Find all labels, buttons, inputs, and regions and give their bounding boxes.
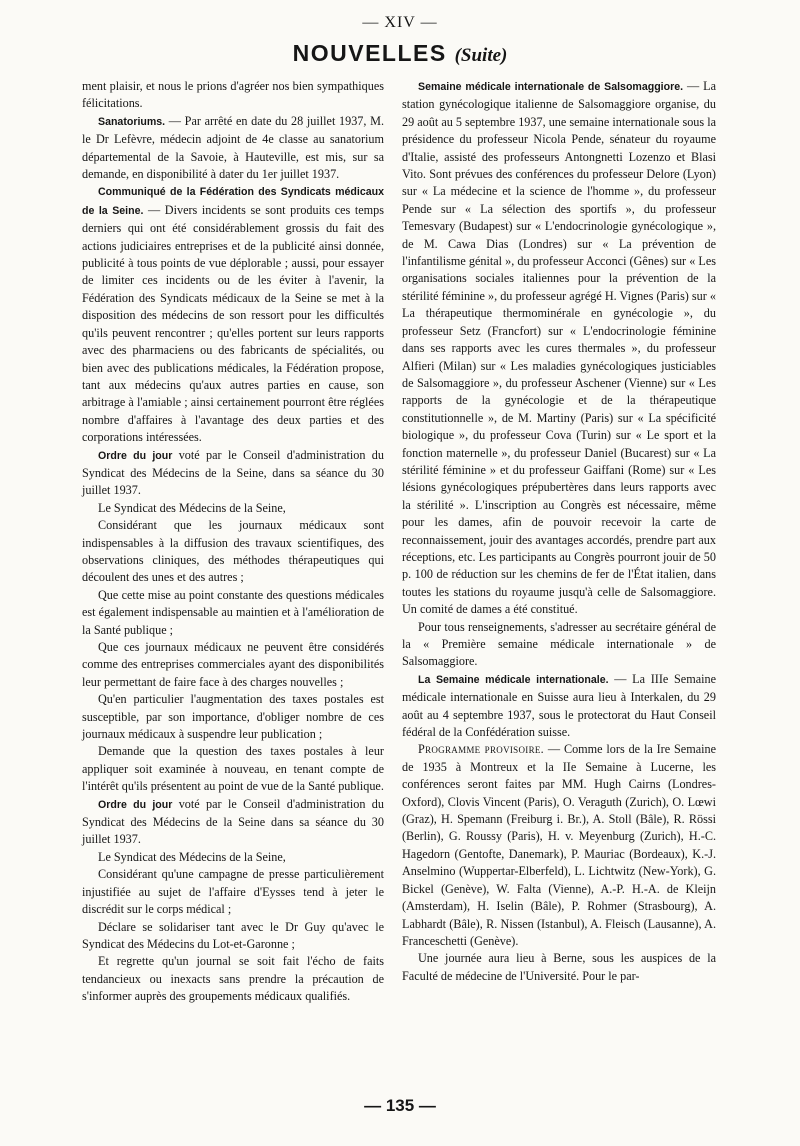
paragraph-body: voté par le Conseil d'administration du Syndicat des Médecins de la Seine, dans sa séance du 30 juillet 1937. — [82, 447, 384, 498]
paragraph-body: voté par le Conseil d'administration du Syndicat des Médecins de la Seine dans sa séance du 30 juillet 1937. — [82, 796, 384, 847]
left-column — [82, 78, 384, 1006]
paragraph-body: — Comme lors de la Ire Semaine de 1935 à Montreux et la IIe Semaine à Lucerne, les conférences seront faites par MM. Hugh Cairns (Londres-Oxford), Clovis Vincent (Paris), O. Veraguth (Zurich), O. Lœwi (Graz), H. Spemann (Freiburg i. Br.), A. Stoll (Bâle), R. Rössi (Berlin), G. Roussy (Paris), H. v. Meyenburg (Zurich), H.-C. Hagedorn (Gentofte, Danemark), P. Mauriac (Bordeaux), K.-J. Anselmino (Wuppertar-Elberfeld), L. Lichtwitz (New-York), G. Bickel (Genève), W. Falta (Vienne), A.-P. H.-A. de Kleijn (Amsterdam), H. Iselin (Bâle), P. Rohmer (Strasbourg), A. Labhardt (Bâle), R. Nissen (Istanbul), A. Fleisch (Lausanne), A. Franceschetti (Genève). — [402, 742, 716, 948]
paragraph — [82, 447, 384, 500]
paragraph: Et regrette qu'un journal se soit fait l'écho de faits tendancieux ou inexacts sans prendre la précaution de s'informer auprès des groupements médicaux qualifiés. — [82, 954, 384, 1004]
paragraph-heading: Sanatoriums. — [98, 115, 166, 128]
paragraph: Demande que la question des taxes postales à leur appliquer soit examinée à nouveau, en tenant compte de l'intérêt qu'ils présentent au point de vue de la Santé publique. — [82, 744, 384, 794]
paragraph — [402, 78, 716, 619]
paragraph: ment plaisir, et nous le prions d'agréer nos bien sympathiques félicitations. — [82, 79, 384, 111]
paragraph-heading: Semaine médicale internationale de Salsomaggiore. — [418, 81, 684, 93]
paragraph: Déclare se solidariser tant avec le Dr Guy qu'avec le Syndicat des Médecins du Lot-et-Garonne ; — [82, 919, 384, 951]
paragraph-body: — Par arrêté en date du 28 juillet 1937, M. le Dr Lefèvre, médecin adjoint de 4e classe au sanatorium départemental de la Savoie, à Hauteville, est mis, sur sa demande, en disponibilité à dater du 1er juillet 1937. — [82, 113, 384, 182]
paragraph-heading: Programme provisoire. — [418, 742, 545, 757]
paragraph — [82, 796, 384, 849]
paragraph: Que ces journaux médicaux ne peuvent être considérés comme des entreprises commerciales ayant des disponibilités leur permettant de faire face à des charges nouvelles ; — [82, 640, 384, 689]
paragraph — [402, 741, 716, 950]
paragraph: Le Syndicat des Médecins de la Seine, — [98, 500, 286, 515]
paragraph-body: — Divers incidents se sont produits ces temps derniers qui ont été considérablement grossis du fait des actions judiciaires entreprises et de la publicité ainsi donnée, publicité à tous points de vue déplorable ; aussi, pour essayer de limiter ces incidents ou de les éviter à l'avenir, la Fédération des Syndicats médicaux de la Seine se met à la disposition des médecins de son ressort pour les difficultés qu'ils peuvent rencontrer ; qu'elles portent sur leurs rapports avec des pharmaciens ou des fabricants de spécialités, ou bien avec des publications médicales, la Fédération propose, tant aux médecins qu'aux autres parties en cause, son arbitrage à l'amiable ; ainsi certainement pourront être réglées nombre d'affaires à l'avantage des deux parties et des corporations intéressées. — [82, 202, 384, 445]
section-title-suite: (Suite) — [454, 45, 508, 66]
paragraph — [82, 113, 384, 184]
paragraph — [402, 671, 716, 742]
paragraph-body: — La IIIe Semaine médicale internationale en Suisse aura lieu à Interkalen, du 29 août au 4 septembre 1937, sous le protectorat du Haut Conseil fédéral de la Confédération suisse. — [402, 671, 716, 740]
right-column — [402, 78, 716, 985]
paragraph: Considérant qu'une campagne de presse particulièrement injustifiée au sujet de l'affaire d'Eysses tend à jeter le discrédit sur le corps médical ; — [82, 867, 384, 917]
paragraph: Considérant que les journaux médicaux sont indispensables à la diffusion des travaux scientifiques, des observations cliniques, des méthodes thérapeutiques qui découlent des unes et des autres ; — [82, 518, 384, 585]
section-title-text: NOUVELLES — [292, 40, 447, 66]
paragraph-heading: Ordre du jour — [98, 798, 173, 811]
paragraph-heading: La Semaine médicale internationale. — [418, 673, 609, 686]
paragraph: Une journée aura lieu à Berne, sous les auspices de la Faculté de médecine de l'Université. Pour le par- — [402, 951, 716, 983]
paragraph: Qu'en particulier l'augmentation des taxes postales est susceptible, par son importance, d'obliger nombre de ces journaux médicaux à suspendre leur publication ; — [82, 692, 384, 742]
paragraph: Pour tous renseignements, s'adresser au secrétaire général de la « Première semaine médicale internationale » de Salsomaggiore. — [402, 619, 716, 669]
roman-page-header: — XIV — — [362, 14, 438, 31]
paragraph: Que cette mise au point constante des questions médicales est également indispensable au maintien et à l'amélioration de la Santé publique ; — [82, 587, 384, 637]
section-title — [0, 40, 800, 67]
paragraph-body: — La station gynécologique italienne de Salsomaggiore organise, du 29 août au 5 septembre 1937, une semaine internationale sous la présidence du professeur Nicola Pende, sénateur du royaume d'Italie, assisté des professeurs Antongnetti Lozenzo et Blasi Vito. Sont prévues des conférences du professeur Delore (Lyon) sur « La médecine et la science de l'homme », du professeur Pende sur « La sélection des sportifs », du professeur Temesvary (Budapest) sur « L'endocrinologie gynécologique », de M. Cawa Dias (Londres) sur « La prévention de l'infantilisme génital », du professeur Acconci (Gênes) sur « Les organisations sociales italiennes pour la prévention de la stérilité féminine », du professeur agrégé H. Vignes (Paris) sur « La thérapeutique thermominérale en gynécologie », du professeur Setz (Francfort) sur « L'endocrinologie féminine dans ses rapports avec les cures thermales », du professeur Alfieri (Milan) sur « Les maladies gynécologiques justiciables de Salsomaggiore », du professeur Aschener (Vienne) sur « Les rapports de la gynécologie et de la thérapeutique constitutionnelle », de M. Martiny (Paris) sur « La spécificité biologique », du professeur Cova (Turin) sur « Le sport et la fonction maternelle », du professeur Daniel (Bucarest) sur « La stérilité féminine » et du professeur Gaiffani (Rome) sur « Les lésions gynécologiques prépubertères dans leurs rapports avec la stérilité ». L'inscription au Congrès est nécessaire, même pour les dames, afin de pouvoir recevoir la carte de reconnaissement, jouir des avantages accordés, prendre part aux réceptions, etc. Les participants au Congrès pourront jouir de 50 p. 100 de réduction sur les chemins de fer de l'État italien, dans toutes les stations du royaume jusqu'à celle de Salsomaggiore. Un comité de dames a été constitué. — [402, 79, 716, 617]
paragraph-heading: Ordre du jour — [98, 449, 173, 462]
paragraph — [82, 183, 384, 446]
page-number: — 135 — — [364, 1096, 436, 1115]
paragraph: Le Syndicat des Médecins de la Seine, — [98, 849, 286, 864]
paragraph-heading: Communiqué de la Fédération des Syndicats médicaux de la Seine. — [82, 186, 384, 217]
